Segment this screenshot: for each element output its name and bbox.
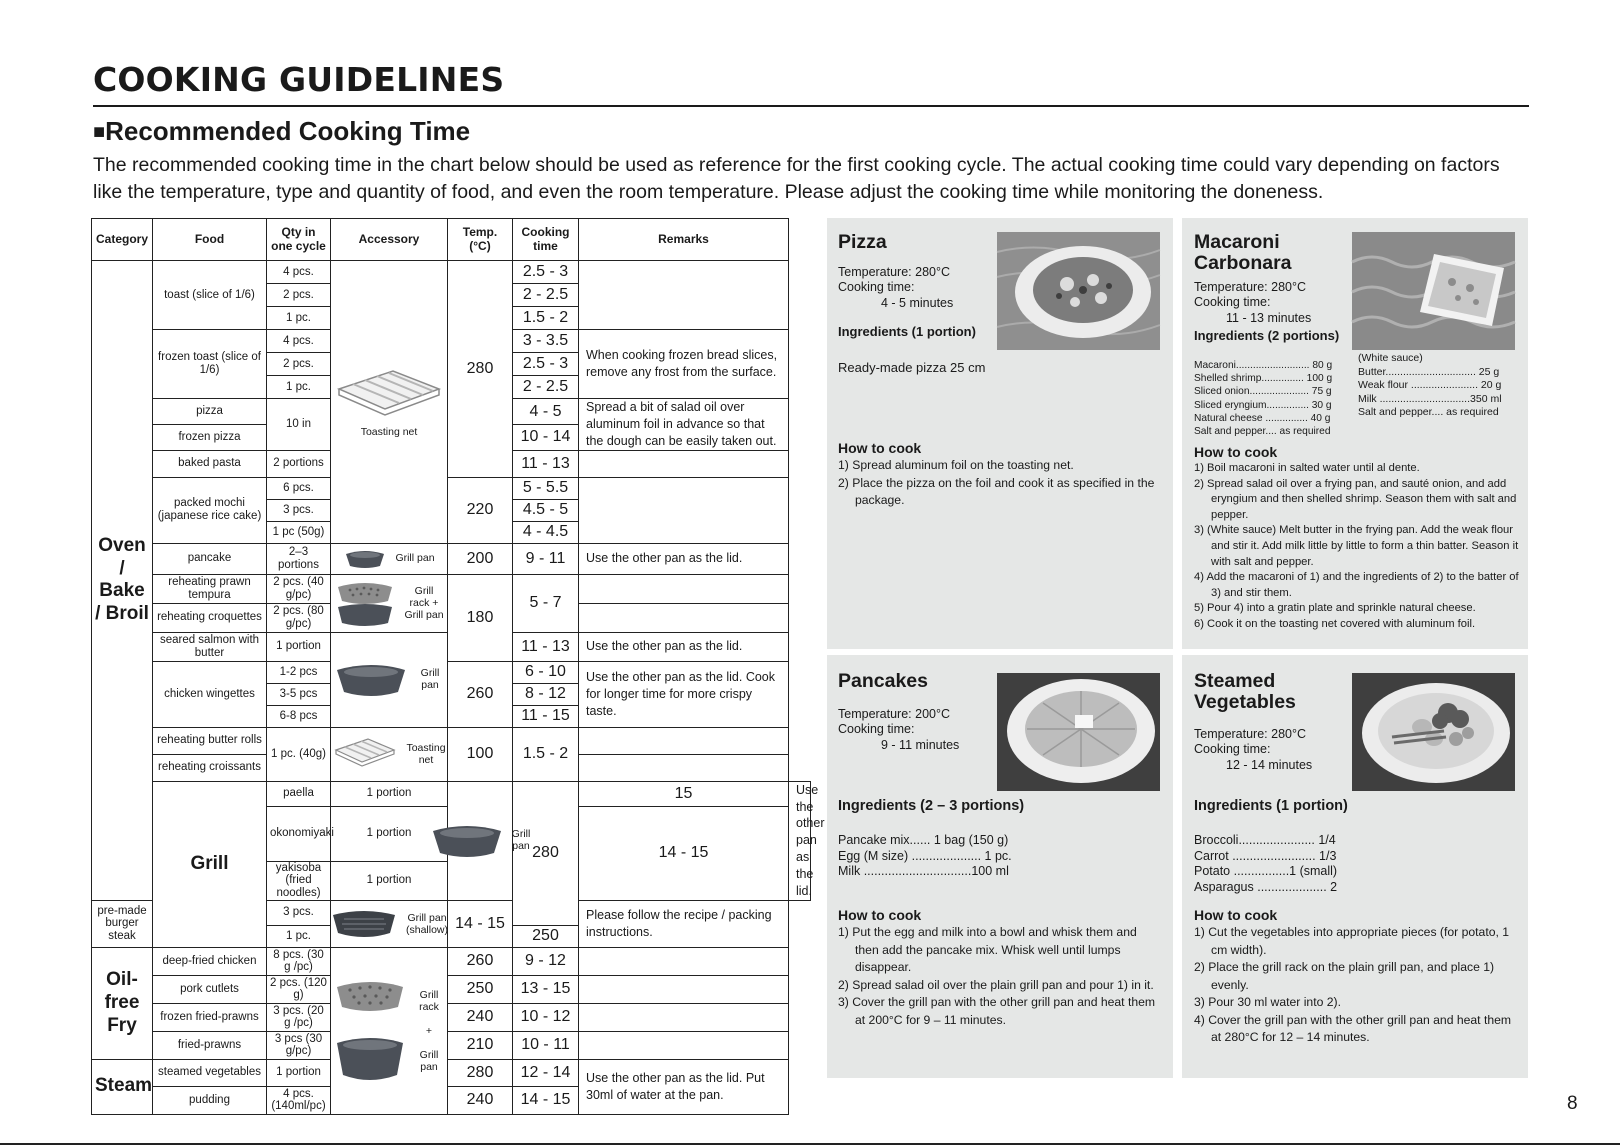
- food-cell: pancake: [153, 543, 267, 574]
- remarks-cell: Use the other pan as the lid.: [579, 543, 789, 574]
- ingredient-item: Macaroni.......................... 80 g: [1194, 360, 1333, 371]
- ingredients-list: [1194, 833, 1337, 895]
- food-cell: steamed vegetables: [153, 1059, 267, 1086]
- table-row: [92, 661, 811, 683]
- remarks-cell: [579, 727, 789, 754]
- recipe-title: Pizza: [838, 231, 887, 253]
- ingredient-item: Sliced onion..................... 75 g: [1194, 386, 1332, 398]
- qty-cell: 1 pc.: [267, 376, 331, 399]
- temp-cell: 180: [448, 574, 513, 661]
- accessory-label: Grill pan: [395, 551, 435, 564]
- macaroni-image-icon: [1352, 232, 1515, 350]
- category-steam: Steam: [92, 1059, 153, 1114]
- table-row: [92, 1059, 811, 1086]
- pancakes-image-icon: [997, 673, 1160, 791]
- qty-cell: 4 pcs.: [267, 261, 331, 284]
- qty-cell: 1 pc (50g): [267, 521, 331, 543]
- food-cell: fried-prawns: [153, 1031, 267, 1059]
- grill-pan-icon: [343, 548, 387, 570]
- food-cell: pizza: [153, 399, 267, 425]
- accessory-label: Grill pan: [420, 667, 440, 691]
- qty-cell: 2 pcs.: [267, 284, 331, 307]
- recipe-time-label: Cooking time:: [1194, 742, 1271, 756]
- intro-paragraph: The recommended cooking time in the chart below should be used as reference for the first cooking cycle. The actual cooking time could vary depending on factors like the temperature, type and quantity of food, and even the room temperature. Please adjust the cooking time while monitoring the doneness.: [93, 154, 1500, 203]
- accessory-label: Toasting net: [360, 426, 418, 439]
- ingredient-item: Asparagus .................... 2: [1194, 879, 1338, 894]
- time-cell: 2.5 - 3: [513, 353, 579, 376]
- heading-bullet: ■: [93, 121, 106, 143]
- step-item: 6) Cook it on the toasting net covered with aluminum foil.: [1194, 617, 1476, 630]
- accessory-grill-pan: [331, 632, 448, 727]
- remarks-cell: Use the other pan as the lid. Cook for longer time for more crispy taste.: [579, 661, 789, 727]
- how-to-cook-label: How to cook: [838, 440, 922, 456]
- accessory-grill-pan-shallow: [331, 900, 448, 947]
- time-cell: 12 - 14: [513, 1059, 579, 1086]
- food-cell: frozen toast (slice of 1/6): [153, 330, 267, 399]
- bottom-divider: [0, 1143, 1620, 1145]
- food-cell: deep-fried chicken: [153, 947, 267, 975]
- category-oven: Oven / Bake / Broil: [92, 261, 153, 901]
- food-cell: packed mochi (japanese rice cake): [153, 477, 267, 543]
- remarks-cell: [579, 603, 789, 632]
- qty-cell: 1 portion: [331, 806, 448, 861]
- time-cell: 13 - 15: [513, 975, 579, 1003]
- recipe-time-label: Cooking time:: [838, 722, 915, 736]
- pizza-image-icon: [997, 232, 1160, 350]
- step-item: 4) Cover the grill pan with the other grill pan and heat them at 280°C for 12 – 14 minutes.: [1194, 1012, 1512, 1044]
- page-number: 8: [1567, 1093, 1578, 1114]
- page-title: COOKING GUIDELINES: [93, 60, 505, 99]
- qty-cell: 3 pcs.: [267, 499, 331, 521]
- time-cell: 4 - 5: [513, 399, 579, 425]
- ingredients-label: Ingredients (1 portion): [838, 324, 976, 339]
- recipe-steamed-vegetables: [1182, 655, 1528, 1078]
- time-cell: 1.5 - 2: [513, 307, 579, 330]
- ingredient-item: Natural cheese ............... 40 g: [1194, 412, 1331, 424]
- header-remarks: Remarks: [579, 219, 789, 261]
- table-row: [92, 947, 811, 975]
- time-cell: 9 - 12: [513, 947, 579, 975]
- category-oilfree: Oil-free Fry: [92, 947, 153, 1059]
- remarks-cell: [579, 975, 789, 1003]
- remarks-cell: [579, 261, 789, 330]
- remarks-cell: [579, 947, 789, 975]
- grill-rack-pan-icon: [334, 971, 406, 1091]
- shallow-grill-pan-icon: [330, 907, 398, 941]
- vegetables-image-icon: [1352, 673, 1515, 791]
- ingredients-list: Ready-made pizza 25 cm: [838, 360, 986, 375]
- steps-list: [1194, 461, 1522, 633]
- time-cell: 14 - 15: [448, 900, 513, 947]
- food-cell: pudding: [153, 1086, 267, 1114]
- qty-cell: 1 portion: [331, 861, 448, 900]
- qty-cell: 6-8 pcs: [267, 705, 331, 727]
- remarks-cell: Please follow the recipe / packing instructions.: [579, 900, 789, 947]
- qty-cell: 1 portion: [331, 781, 448, 806]
- qty-cell: 3 pcs.: [267, 900, 331, 925]
- time-cell: 9 - 11: [513, 543, 579, 574]
- header-qty: Qty in one cycle: [267, 219, 331, 261]
- white-sauce-list: [1358, 352, 1518, 420]
- food-cell: yakisoba (fried noodles): [267, 861, 331, 900]
- qty-cell: 8 pcs. (30 g /pc): [267, 947, 331, 975]
- step-item: 1) Cut the vegetables into appropriate pieces (for potato, 1 cm width).: [1194, 925, 1510, 957]
- qty-cell: 3-5 pcs: [267, 683, 331, 705]
- temp-cell: 240: [448, 1086, 513, 1114]
- table-row: [92, 1003, 811, 1031]
- ingredients-label: Ingredients (2 – 3 portions): [838, 798, 1025, 814]
- food-cell: pre-made burger steak: [92, 900, 153, 947]
- recipe-pizza: [827, 218, 1173, 649]
- table-row: [92, 781, 811, 806]
- accessory-grill-pan: [331, 543, 448, 574]
- time-cell: 14 - 15: [579, 806, 789, 900]
- accessory-toasting-net: [331, 727, 448, 781]
- accessory-grill-rack-pan: [331, 574, 448, 632]
- time-cell: 4.5 - 5: [513, 499, 579, 521]
- food-cell: reheating croissants: [153, 754, 267, 781]
- how-to-cook-label: How to cook: [1194, 907, 1278, 923]
- accessory-label: Grill rack: [419, 988, 439, 1013]
- temp-cell: 260: [448, 947, 513, 975]
- time-cell: 5 - 5.5: [513, 477, 579, 499]
- grill-pan-icon: [430, 821, 504, 861]
- ingredient-item: Sliced eryngium............... 30 g: [1194, 399, 1332, 411]
- ingredient-item: Shelled shrimp............... 100 g: [1194, 373, 1333, 385]
- temp-cell: 280: [448, 261, 513, 478]
- recipe-macaroni: [1182, 218, 1528, 649]
- ingredient-item: Salt and pepper.... as required: [1358, 406, 1499, 418]
- pancakes-photo: [997, 673, 1160, 791]
- recipe-title: Pancakes: [838, 670, 928, 692]
- time-cell: 8 - 12: [513, 683, 579, 705]
- ingredients-label: Ingredients (1 portion): [1194, 798, 1348, 814]
- time-cell: 5 - 7: [513, 574, 579, 632]
- step-item: 2) Spread salad oil over the plain grill pan and pour 1) in it.: [838, 977, 1154, 992]
- remarks-cell: [579, 1031, 789, 1059]
- recipe-title: Steamed Vegetables: [1194, 670, 1296, 713]
- header-category: Category: [92, 219, 153, 261]
- temp-cell: 220: [448, 477, 513, 543]
- recipe-temperature: Temperature: 280°C: [1194, 280, 1306, 294]
- qty-cell: 2–3 portions: [267, 543, 331, 574]
- step-item: 3) (White sauce) Melt butter in the frying pan. Add the weak flour and stir it. Add milk little by little to form a thin batter. Season it with salt and pepper.: [1194, 524, 1519, 568]
- pizza-photo: [997, 232, 1160, 350]
- food-cell: frozen pizza: [153, 424, 267, 450]
- accessory-label: Grill rack + Grill pan: [404, 585, 444, 622]
- recipe-temperature: Temperature: 200°C: [838, 707, 950, 721]
- table-row: [92, 1031, 811, 1059]
- time-cell: 10 - 11: [513, 1031, 579, 1059]
- grill-rack-pan-icon: [334, 577, 396, 629]
- ingredient-item: Weak flour ....................... 20 g: [1358, 379, 1502, 391]
- temp-cell: 200: [448, 543, 513, 574]
- food-cell: frozen fried-prawns: [153, 1003, 267, 1031]
- accessory-toasting-net: [331, 261, 448, 544]
- time-cell: 11 - 13: [513, 632, 579, 661]
- remarks-cell: Spread a bit of salad oil over aluminum foil in advance so that the dough can be easily taken out.: [579, 399, 789, 451]
- temp-cell: 280: [448, 1059, 513, 1086]
- section-heading: [93, 116, 470, 147]
- temp-cell: 250: [448, 975, 513, 1003]
- food-cell: seared salmon with butter: [153, 632, 267, 661]
- food-cell: baked pasta: [153, 450, 267, 477]
- toasting-net-icon: [333, 365, 445, 427]
- temp-cell: 100: [448, 727, 513, 781]
- accessory-label: Grill pan (shallow): [406, 911, 449, 936]
- ingredients-label: Ingredients (2 portions): [1194, 328, 1340, 343]
- step-item: 1) Spread aluminum foil on the toasting net.: [838, 458, 1074, 472]
- qty-cell: 10 in: [267, 399, 331, 451]
- remarks-cell: Use the other pan as the lid.: [579, 632, 789, 661]
- step-item: 3) Cover the grill pan with the other grill pan and heat them at 200°C for 9 – 11 minutes.: [838, 995, 1156, 1027]
- time-cell: 10 - 12: [513, 1003, 579, 1031]
- time-cell: 4 - 4.5: [513, 521, 579, 543]
- remarks-cell: [579, 477, 789, 543]
- steps-list: [1194, 924, 1519, 1047]
- ingredient-item: Salt and pepper.... as required: [1194, 426, 1331, 438]
- ingredient-item: Butter............................... 25 g: [1358, 365, 1500, 378]
- qty-cell: 2 pcs. (120 g): [267, 975, 331, 1003]
- macaroni-photo: [1352, 232, 1515, 350]
- ingredients-list: [1194, 359, 1344, 438]
- food-cell: toast (slice of 1/6): [153, 261, 267, 330]
- table-row: [92, 574, 811, 603]
- recipe-time: 12 - 14 minutes: [1226, 758, 1313, 772]
- time-cell: 2.5 - 3: [513, 261, 579, 284]
- food-cell: pork cutlets: [153, 975, 267, 1003]
- time-cell: 2 - 2.5: [513, 376, 579, 399]
- header-accessory: Accessory: [331, 219, 448, 261]
- qty-cell: 2 pcs.: [267, 353, 331, 376]
- table-row: [92, 261, 811, 284]
- remarks-cell: [579, 754, 789, 781]
- remarks-cell: Use the other pan as the lid. Put 30ml of water at the pan.: [579, 1059, 789, 1114]
- category-grill: Grill: [153, 781, 267, 947]
- recipe-time: 9 - 11 minutes: [881, 738, 960, 752]
- remarks-cell: [579, 574, 789, 603]
- ingredient-item: Milk ...............................100 ml: [838, 864, 1009, 878]
- recipe-time-label: Cooking time:: [838, 280, 915, 294]
- ingredient-item: (White sauce): [1358, 352, 1423, 364]
- step-item: 3) Pour 30 ml water into 2).: [1194, 995, 1341, 1009]
- table-row: [92, 477, 811, 499]
- food-cell: reheating butter rolls: [153, 727, 267, 754]
- table-row: [92, 975, 811, 1003]
- qty-cell: 4 pcs.: [267, 330, 331, 353]
- ingredient-item: Carrot ........................ 1/3: [1194, 848, 1337, 863]
- recipe-temperature: Temperature: 280°C: [838, 265, 950, 279]
- time-cell: 10 - 14: [513, 424, 579, 450]
- ingredient-item: Pancake mix...... 1 bag (150 g): [838, 833, 1009, 847]
- step-item: 5) Pour 4) into a gratin plate and sprinkle natural cheese.: [1194, 602, 1476, 615]
- accessory-label: Grill pan: [511, 828, 531, 852]
- time-cell: 6 - 10: [513, 661, 579, 683]
- how-to-cook-label: How to cook: [838, 907, 922, 923]
- qty-cell: 1 portion: [267, 1059, 331, 1086]
- temp-cell: 210: [448, 1031, 513, 1059]
- accessory-grill-rack-pan: [331, 947, 448, 1114]
- ingredient-item: Potato ................1 (small): [1194, 864, 1338, 878]
- recipe-time-label: Cooking time:: [1194, 295, 1271, 309]
- ingredient-item: Broccoli...................... 1/4: [1194, 833, 1336, 847]
- qty-cell: 1 pc.: [267, 925, 331, 947]
- time-cell: 11 - 13: [513, 450, 579, 477]
- time-cell: 15: [579, 781, 789, 806]
- qty-cell: 1 pc. (40g): [267, 727, 331, 781]
- table-row: [92, 543, 811, 574]
- qty-cell: 1 pc.: [267, 307, 331, 330]
- food-cell: reheating prawn tempura: [153, 574, 267, 603]
- food-cell: reheating croquettes: [153, 603, 267, 632]
- temp-cell: 240: [448, 1003, 513, 1031]
- how-to-cook-label: How to cook: [1194, 444, 1278, 460]
- step-item: 1) Put the egg and milk into a bowl and whisk them and then add the pancake mix. Whisk well until lumps disappear.: [838, 925, 1137, 974]
- qty-cell: 6 pcs.: [267, 477, 331, 499]
- title-divider: [93, 105, 1529, 107]
- recipe-temperature: Temperature: 280°C: [1194, 727, 1306, 741]
- temp-cell: 260: [448, 661, 513, 727]
- toasting-net-icon: [332, 736, 398, 772]
- accessory-plus: +: [425, 1024, 433, 1037]
- step-item: 2) Spread salad oil over a frying pan, and sauté onion, and add eryngium and then shelled shrimp. Season them with salt and pepper.: [1194, 477, 1517, 521]
- table-header-row: [92, 219, 811, 261]
- header-temp: Temp. (°C): [448, 219, 513, 261]
- ingredient-item: Milk ...............................350 ml: [1358, 392, 1502, 405]
- food-cell: okonomiyaki: [267, 806, 331, 861]
- qty-cell: 3 pcs (30 g/pc): [267, 1031, 331, 1059]
- recipe-title: Macaroni Carbonara: [1194, 231, 1292, 274]
- recipe-time: 11 - 13 minutes: [1226, 311, 1312, 325]
- ingredients-list: [838, 833, 1012, 880]
- temp-cell: 250: [513, 925, 579, 947]
- step-item: 4) Add the macaroni of 1) and the ingredients of 2) to the batter of 3) and stir them.: [1194, 571, 1519, 599]
- step-item: 2) Place the pizza on the foil and cook it as specified in the package.: [838, 475, 1155, 507]
- qty-cell: 1 portion: [267, 632, 331, 661]
- qty-cell: 4 pcs. (140ml/pc): [267, 1086, 331, 1114]
- remarks-cell: [579, 450, 789, 477]
- time-cell: 11 - 15: [513, 705, 579, 727]
- header-food: Food: [153, 219, 267, 261]
- time-cell: 3 - 3.5: [513, 330, 579, 353]
- qty-cell: 2 portions: [267, 450, 331, 477]
- steps-list: [838, 924, 1163, 1029]
- temp-cell: 280: [513, 781, 579, 925]
- qty-cell: 2 pcs. (80 g/pc): [267, 603, 331, 632]
- grill-pan-icon: [334, 660, 408, 700]
- recipe-time: 4 - 5 minutes: [881, 296, 954, 310]
- remarks-cell: Use the other pan as the lid.: [789, 781, 811, 900]
- vegetables-photo: [1352, 673, 1515, 791]
- steps-list: [838, 457, 1163, 510]
- remarks-cell: When cooking frozen bread slices, remove any frost from the surface.: [579, 330, 789, 399]
- remarks-cell: [579, 1003, 789, 1031]
- food-cell: chicken wingettes: [153, 661, 267, 727]
- qty-cell: 3 pcs. (20 g /pc): [267, 1003, 331, 1031]
- accessory-label: Grill pan: [419, 1048, 439, 1073]
- step-item: 1) Boil macaroni in salted water until al dente.: [1194, 462, 1420, 474]
- qty-cell: 2 pcs. (40 g/pc): [267, 574, 331, 603]
- ingredient-item: Egg (M size) .................... 1 pc.: [838, 848, 1012, 863]
- cooking-time-table: [91, 218, 825, 1115]
- accessory-grill-pan: [448, 781, 531, 900]
- section-heading-text: Recommended Cooking Time: [105, 116, 471, 146]
- table-row: [92, 727, 811, 754]
- food-cell: paella: [267, 781, 331, 806]
- time-cell: 14 - 15: [513, 1086, 579, 1114]
- qty-cell: 1-2 pcs: [267, 661, 331, 683]
- time-cell: 2 - 2.5: [513, 284, 579, 307]
- header-time: Cooking time: [513, 219, 579, 261]
- step-item: 2) Place the grill rack on the plain grill pan, and place 1) evenly.: [1194, 960, 1495, 992]
- recipe-pancakes: [827, 655, 1173, 1078]
- time-cell: 1.5 - 2: [513, 727, 579, 781]
- accessory-label: Toasting net: [406, 742, 446, 767]
